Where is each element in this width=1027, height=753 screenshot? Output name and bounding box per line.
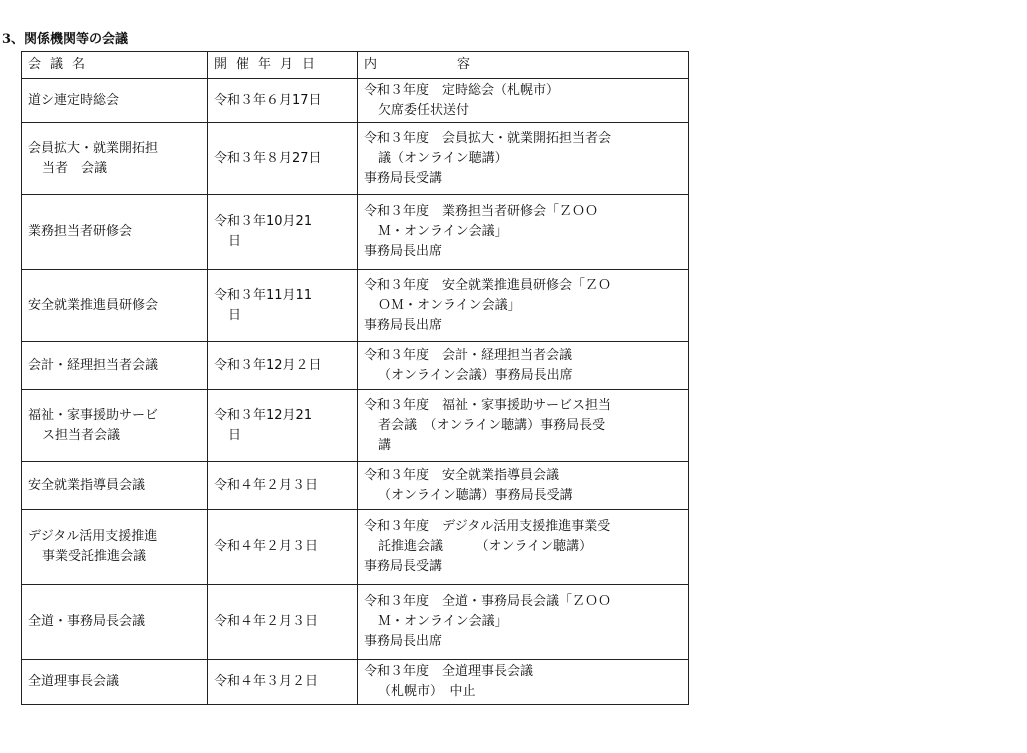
meeting-name-cell-line: 道シ連定時総会: [28, 92, 120, 108]
meeting-date-cell-line: 令和３年８月27日: [214, 150, 322, 166]
table-row: [22, 342, 689, 390]
meeting-name-cell: [22, 123, 208, 195]
meeting-content-cell-line: （オンライン会議）事務局長出席: [378, 367, 573, 383]
meeting-name-cell-line: 全道理事長会議: [28, 674, 120, 689]
meeting-content-cell-line: 令和３年度 全道理事長会議: [364, 664, 534, 679]
meeting-date-cell-line: 令和４年２月３日: [214, 539, 319, 554]
meeting-date-cell-line: 令和３年12月２日: [214, 357, 322, 373]
meeting-content-cell-line: Ｍ・オンライン会議」: [378, 224, 508, 239]
meeting-date-cell-line: 令和３年12月21: [214, 407, 313, 423]
meeting-date-cell: [208, 342, 358, 390]
meeting-date-cell-line: 令和４年３月２日: [214, 674, 319, 689]
meeting-content-cell-line: 欠席委任状送付: [378, 102, 470, 118]
meeting-content-cell-line: 議（オンライン聴講）: [378, 150, 508, 166]
meeting-content-cell-line: 令和３年度 定時総会（札幌市）: [364, 82, 560, 98]
meeting-name-cell-line: 全道・事務局長会議: [28, 614, 146, 629]
meeting-content-cell-line: Ｍ・オンライン会議」: [378, 614, 508, 629]
header-content-b: 容: [457, 57, 471, 72]
meeting-content-cell: [358, 342, 689, 390]
meeting-date-cell: [208, 462, 358, 510]
meeting-date-cell: [208, 390, 358, 462]
meeting-content-cell: [358, 195, 689, 270]
table-body: [22, 79, 689, 705]
meeting-name-cell-line: 福祉・家事援助サービ: [28, 407, 159, 423]
header-date: 開催年月日: [208, 52, 358, 79]
meeting-name-cell-line: ス担当者会議: [42, 427, 121, 443]
meeting-content-cell-line: 令和３年度 安全就業指導員会議: [364, 467, 560, 483]
meeting-date-cell: [208, 585, 358, 660]
meeting-date-cell: [208, 510, 358, 585]
meeting-content-cell-line: 事務局長出席: [364, 634, 443, 649]
meeting-date-cell-line: 令和４年２月３日: [214, 477, 319, 493]
meeting-name-cell: [22, 390, 208, 462]
meeting-date-cell: [208, 79, 358, 123]
table-row: [22, 462, 689, 510]
meeting-name-cell-line: 事業受託推進会議: [42, 549, 147, 564]
meeting-content-cell: [358, 123, 689, 195]
meeting-date-cell: [208, 195, 358, 270]
header-meeting-name: 会議名: [22, 52, 208, 79]
meeting-name-cell: [22, 342, 208, 390]
meeting-content-cell-line: 者会議 （オンライン聴講）事務局長受: [378, 417, 606, 433]
meeting-name-cell-line: 業務担当者研修会: [28, 224, 133, 239]
meeting-content-cell: [358, 79, 689, 123]
meeting-date-cell-line: 日: [228, 427, 242, 443]
header-content: [358, 52, 689, 79]
meeting-content-cell-line: 令和３年度 会員拡大・就業開拓担当者会: [364, 130, 612, 146]
meeting-date-cell: [208, 660, 358, 705]
meeting-content-cell-line: 講: [378, 437, 392, 453]
table-row: [22, 123, 689, 195]
meeting-date-cell-line: 令和４年２月３日: [214, 614, 319, 629]
table-row: [22, 270, 689, 342]
meeting-content-cell-line: 令和３年度 会計・経理担当者会議: [364, 347, 573, 363]
table-row: [22, 510, 689, 585]
meeting-name-cell-line: 会計・経理担当者会議: [28, 357, 159, 373]
meeting-content-cell-line: 令和３年度 福祉・家事援助サービス担当: [364, 397, 612, 413]
header-content-a: 内: [364, 57, 378, 72]
meeting-date-cell-line: 令和３年６月17日: [214, 92, 322, 108]
meeting-name-cell: [22, 510, 208, 585]
meeting-date-cell: [208, 123, 358, 195]
meeting-content-cell: [358, 660, 689, 705]
meeting-name-cell: [22, 270, 208, 342]
table-row: [22, 660, 689, 705]
table-row: [22, 390, 689, 462]
section-heading: 3、関係機関等の会議: [2, 32, 129, 47]
meeting-name-cell-line: 安全就業推進員研修会: [28, 297, 159, 313]
meeting-date-cell-line: 日: [228, 234, 242, 249]
table-header-row: [22, 52, 689, 79]
meeting-name-cell-line: 会員拡大・就業開拓担: [28, 140, 159, 156]
meeting-name-cell: [22, 462, 208, 510]
meeting-content-cell-line: （オンライン聴講）事務局長受講: [378, 487, 573, 503]
table-row: [22, 79, 689, 123]
meeting-content-cell: [358, 270, 689, 342]
meetings-table: [21, 51, 689, 705]
meeting-content-cell: [358, 510, 689, 585]
meeting-content-cell-line: 事務局長出席: [364, 317, 443, 333]
meeting-date-cell: [208, 270, 358, 342]
meeting-name-cell-line: 当者 会議: [42, 160, 108, 176]
meeting-content-cell-line: 事務局長受講: [364, 170, 443, 186]
meeting-content-cell: [358, 585, 689, 660]
meeting-content-cell-line: 令和３年度 業務担当者研修会「ＺＯＯ: [364, 204, 599, 219]
meeting-content-cell-line: 令和３年度 全道・事務局長会議「ＺＯＯ: [364, 594, 612, 609]
meeting-content-cell-line: ＯＭ・オンライン会議」: [378, 297, 521, 313]
meeting-name-cell-line: 安全就業指導員会議: [28, 477, 146, 493]
meeting-name-cell: [22, 660, 208, 705]
meeting-name-cell: [22, 585, 208, 660]
meeting-date-cell-line: 令和３年10月21: [214, 214, 313, 229]
meeting-name-cell: [22, 195, 208, 270]
meeting-content-cell: [358, 462, 689, 510]
meeting-date-cell-line: 令和３年11月11: [214, 287, 313, 303]
table-row: [22, 195, 689, 270]
meeting-content-cell-line: 託推進会議 （オンライン聴講）: [378, 539, 593, 554]
meeting-content-cell: [358, 390, 689, 462]
meeting-content-cell-line: （札幌市） 中止: [378, 684, 476, 699]
meeting-content-cell-line: 事務局長出席: [364, 244, 443, 259]
meeting-date-cell-line: 日: [228, 307, 242, 323]
meeting-content-cell-line: 令和３年度 デジタル活用支援推進事業受: [364, 519, 611, 534]
meeting-name-cell-line: デジタル活用支援推進: [28, 529, 158, 544]
meeting-content-cell-line: 事務局長受講: [364, 559, 443, 574]
meeting-name-cell: [22, 79, 208, 123]
meeting-content-cell-line: 令和３年度 安全就業推進員研修会「ＺＯ: [364, 277, 612, 293]
table-row: [22, 585, 689, 660]
